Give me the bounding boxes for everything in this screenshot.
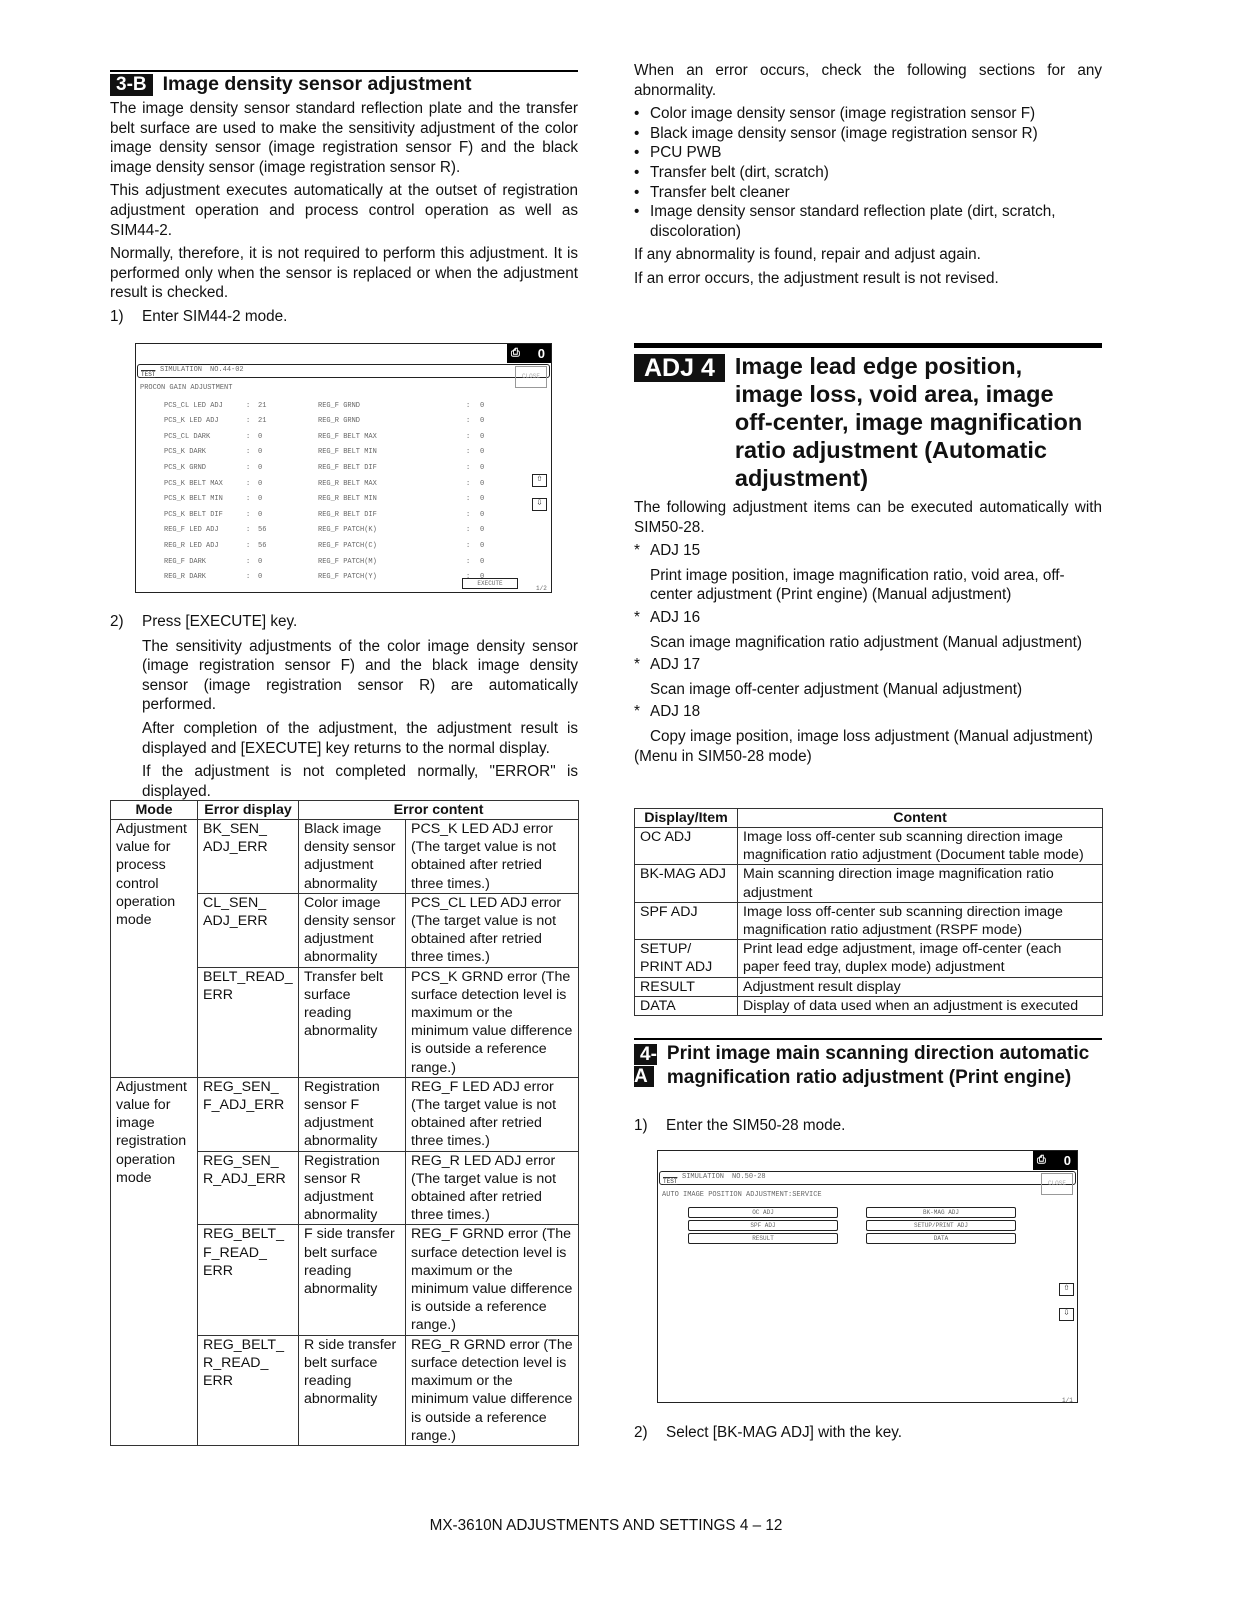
adj-item [634,541,1102,561]
col-header: Display/Item [635,809,738,828]
sim-value: 0 [258,510,263,519]
sim-value: 0 [480,526,485,535]
sim-label: SIMULATION [682,1173,725,1182]
sim-colon: : [246,401,251,410]
sim-subtitle: AUTO IMAGE POSITION ADJUSTMENT:SERVICE [662,1191,822,1199]
paragraph: This adjustment executes automatically at the outset of registration adjustment operation and process control operation as well as SIM44-2. [110,182,578,239]
content-cell: Main scanning direction image magnification ratio adjustment [738,865,1103,902]
counter-value: 0 [1063,1153,1071,1168]
sim-colon: : [466,401,471,410]
error-name-cell: Black image density sensor adjustment abnormality [299,820,406,894]
section-badge: 4-A [634,1044,657,1087]
adj-item-name: ADJ 15 [650,542,701,560]
error-content-cell: REG_F GRND error (The surface detection level is maximum or the minimum value difference is outside a reference range.) [406,1225,579,1335]
adj-item-name: ADJ 17 [650,656,701,674]
error-display-cell: BELT_READ_ ERR [198,967,299,1077]
adj-item-desc: Scan image magnification ratio adjustment (Manual adjustment) [650,633,1082,651]
sim-value: 56 [258,541,267,550]
content-cell: Adjustment result display [738,977,1103,996]
sim-menu-button[interactable]: SPF ADJ [688,1220,838,1231]
sim-label: PCS_K BELT DIF [164,510,223,519]
list-item: • Image density sensor standard reflection plate (dirt, scratch, discoloration) [634,202,1102,241]
sim-title-bar [659,1171,1076,1185]
error-name-cell: R side transfer belt surface reading abnormality [299,1335,406,1445]
printer-icon: ⎙ [1037,1154,1046,1166]
sim-colon: : [246,432,251,441]
sim-colon: : [246,573,251,582]
step-number: 1) [634,1117,648,1134]
sim-colon: : [246,448,251,457]
table-row [635,940,1103,977]
sim-value: 0 [480,432,485,441]
section-title: Print image main scanning direction automatic magnification ratio adjustment (Print engine) [666,1043,1090,1088]
item-cell: SETUP/ PRINT ADJ [635,940,738,977]
sim-label: PCS_K LED ADJ [164,417,219,426]
check-list [634,104,1102,241]
sim-colon: : [466,417,471,426]
sim-value: 0 [258,557,263,566]
sim-value: 21 [258,401,267,410]
job-counter [1033,1151,1077,1170]
sim-number: NO.44-02 [210,366,244,375]
sim-colon: : [466,510,471,519]
sim-colon: : [466,463,471,472]
error-display-cell: REG_SEN_ F_ADJ_ERR [198,1077,299,1151]
sim-value: 0 [480,463,485,472]
table-row [111,1077,579,1151]
adj-item-name: ADJ 16 [650,608,701,626]
adj-title: Image lead edge position, image loss, void area, image off-center, image magnification ratio adjustment (Automatic adjustment) [734,353,1083,491]
error-content-cell: REG_R GRND error (The surface detection level is maximum or the minimum value difference is outside a reference range.) [406,1335,579,1445]
simulation-screen-50-28 [657,1150,1078,1403]
adj-item [634,655,1102,675]
error-check-section [634,61,1102,293]
sim-label: REG_F GRND [318,401,361,410]
paragraph: If the adjustment is not completed normally, "ERROR" is displayed. [142,763,578,800]
sim-colon: : [246,479,251,488]
step-text: Press [EXECUTE] key. [142,613,298,630]
table-row [111,820,579,894]
table-row [635,996,1103,1015]
test-icon: TEST [141,371,156,378]
table-row [635,828,1103,865]
paragraph: After completion of the adjustment, the adjustment result is displayed and [EXECUTE] key returns to the normal display. [142,719,578,757]
error-table [110,800,579,1446]
item-cell: RESULT [635,977,738,996]
sim-menu-button[interactable]: DATA [866,1233,1016,1244]
content-cell: Display of data used when an adjustment is executed [738,996,1103,1015]
item-cell: OC ADJ [635,828,738,865]
mode-cell: Adjustment value for process control operation mode [111,820,198,1078]
step-text: Enter SIM44-2 mode. [142,307,288,325]
sim-value: 0 [258,573,263,582]
sim-colon: : [246,510,251,519]
col-header: Error display [198,801,299,820]
sim-label: REG_R LED ADJ [164,541,219,550]
sec3b-body [110,99,578,327]
sim-value: 0 [480,401,485,410]
page-footer: MX-3610N ADJUSTMENTS AND SETTINGS 4 – 12 [429,1517,783,1534]
sim-label: REG_F LED ADJ [164,526,219,535]
sim-label: SIMULATION [160,366,203,375]
list-item: • Transfer belt cleaner [634,183,1102,203]
sim-number: NO.50-28 [732,1173,766,1182]
table-row [635,977,1103,996]
sim-label: REG_F DARK [164,557,207,566]
sim-colon: : [246,526,251,535]
adj-item-desc: Scan image off-center adjustment (Manual adjustment) [650,680,1023,698]
sim-value: 0 [480,510,485,519]
sim-value: 0 [258,479,263,488]
sim-label: REG_F PATCH(M) [318,557,377,566]
section-heading-4a [634,1038,1102,1090]
error-display-cell: BK_SEN_ ADJ_ERR [198,820,299,894]
test-icon: TEST [663,1178,678,1185]
paragraph: The following adjustment items can be executed automatically with SIM50-28. [634,499,1102,536]
section-heading-3b [110,70,578,96]
step-number: 1) [110,307,124,325]
list-item: • PCU PWB [634,143,1102,163]
adj-item-name: ADJ 18 [650,703,701,721]
content-cell: Image loss off-center sub scanning direction image magnification ratio adjustment (RSPF mode) [738,902,1103,939]
error-display-cell: REG_BELT_ F_READ_ ERR [198,1225,299,1335]
sim-value: 0 [480,557,485,566]
mode-cell: Adjustment value for image registration operation mode [111,1077,198,1445]
menu-table [634,808,1103,1016]
sim-label: REG_R BELT MIN [318,495,377,504]
step-1 [110,307,578,327]
sim-menu-button[interactable]: RESULT [688,1233,838,1244]
asterisk: * [634,542,640,560]
adj-item [634,608,1102,628]
sim-label: REG_R DARK [164,573,207,582]
page-indicator: 1/2 [536,585,547,592]
asterisk: * [634,703,640,721]
asterisk: * [634,608,640,626]
paragraph: If any abnormality is found, repair and adjust again. [634,246,981,264]
sim-colon: : [246,557,251,566]
adj-item-desc: Print image position, image magnification ratio, void area, off-center adjustment (Print engine) (Manual adjustment) [650,566,1065,604]
step-2 [634,1423,902,1443]
error-content-cell: PCS_CL LED ADJ error (The target value is not obtained after retried three times.) [406,893,579,967]
simulation-screen-44-02 [135,343,552,593]
step-number: 2) [110,613,124,630]
sim-colon: : [466,541,471,550]
sim-title-bar [137,364,550,378]
sim-label: REG_F BELT MAX [318,432,377,441]
list-item: • Black image density sensor (image registration sensor R) [634,124,1102,144]
step-number: 2) [634,1424,648,1441]
sim-label: PCS_K GRND [164,463,207,472]
sim-value: 21 [258,417,267,426]
step-1 [634,1116,845,1136]
sim-value: 0 [258,495,263,504]
sim-value: 0 [480,448,485,457]
sim-label: REG_F PATCH(Y) [318,573,377,582]
error-content-cell: PCS_K GRND error (The surface detection level is maximum or the minimum value difference is outside a reference range.) [406,967,579,1077]
sim-label: REG_R BELT MAX [318,479,377,488]
list-item: • Transfer belt (dirt, scratch) [634,163,1102,183]
sim-menu-button[interactable]: OC ADJ [688,1207,838,1218]
sim-colon: : [466,495,471,504]
close-button[interactable]: CLOSE [1041,1173,1073,1195]
sim-label: PCS_CL DARK [164,432,211,441]
sim-label: PCS_K DARK [164,448,207,457]
adj-item-desc: Copy image position, image loss adjustment (Manual adjustment) [650,727,1093,745]
sim-colon: : [466,448,471,457]
error-name-cell: F side transfer belt surface reading abnormality [299,1225,406,1335]
error-name-cell: Color image density sensor adjustment abnormality [299,893,406,967]
sim-colon: : [246,495,251,504]
col-header: Mode [111,801,198,820]
sim-colon: : [246,417,251,426]
table-row [635,902,1103,939]
sim-value: 0 [480,417,485,426]
scroll-up-button[interactable]: ⇧ [1059,1283,1074,1296]
error-name-cell: Registration sensor R adjustment abnormality [299,1151,406,1225]
paragraph: The image density sensor standard reflection plate and the transfer belt surface are used to make the sensitivity adjustment of the color image density sensor (image registration sensor F) and the black image density sensor (image registration sensor R). [110,100,578,176]
sim-colon: : [466,557,471,566]
sim-label: PCS_CL LED ADJ [164,401,223,410]
sim-label: REG_F PATCH(C) [318,541,377,550]
error-name-cell: Registration sensor F adjustment abnormality [299,1077,406,1151]
sim-label: REG_R BELT DIF [318,510,377,519]
sim-subtitle: PROCON GAIN ADJUSTMENT [140,384,233,392]
sim-colon: : [246,463,251,472]
step-text: Enter the SIM50-28 mode. [666,1117,846,1134]
scroll-down-button[interactable]: ⇩ [1059,1308,1074,1321]
error-name-cell: Transfer belt surface reading abnormality [299,967,406,1077]
col-header: Content [738,809,1103,828]
col-header: Error content [299,801,579,820]
error-content-cell: REG_F LED ADJ error (The target value is not obtained after retried three times.) [406,1077,579,1151]
error-display-cell: REG_SEN_ R_ADJ_ERR [198,1151,299,1225]
content-cell: Print lead edge adjustment, image off-center (each paper feed tray, duplex mode) adjustment [738,940,1103,977]
paragraph: When an error occurs, check the following sections for any abnormality. [634,62,1102,99]
error-content-cell: PCS_K LED ADJ error (The target value is not obtained after retried three times.) [406,820,579,894]
job-counter [507,344,551,363]
counter-value: 0 [537,346,545,361]
execute-button[interactable]: EXECUTE [462,578,518,589]
sim-value: 0 [258,463,263,472]
error-content-cell: REG_R LED ADJ error (The target value is not obtained after retried three times.) [406,1151,579,1225]
item-cell: SPF ADJ [635,902,738,939]
sim-label: REG_F BELT DIF [318,463,377,472]
asterisk: * [634,656,640,674]
menu-note: (Menu in SIM50-28 mode) [634,747,812,765]
sim-value: 0 [480,573,485,582]
paragraph: If an error occurs, the adjustment result is not revised. [634,269,999,287]
list-item: • Color image density sensor (image registration sensor F) [634,104,1102,124]
sim-label: REG_F PATCH(K) [318,526,377,535]
sim-menu-button[interactable]: BK-MAG ADJ [866,1207,1016,1218]
close-button[interactable]: CLOSE [515,366,547,388]
table-row [635,865,1103,902]
sim-colon: : [466,479,471,488]
sim-colon: : [466,432,471,441]
printer-icon: ⎙ [511,347,520,359]
sim-label: PCS_K BELT MAX [164,479,223,488]
item-cell: BK-MAG ADJ [635,865,738,902]
adj4-body [634,498,1102,770]
adj-badge: ADJ 4 [634,354,725,382]
sim-value: 0 [258,448,263,457]
section-title: Image density sensor adjustment [162,73,472,96]
section-badge: 3-B [110,74,153,96]
paragraph: The sensitivity adjustments of the color image density sensor (image registration sensor F) and the black image density sensor (image registration sensor R) are automatically performed. [142,637,578,714]
sim-colon: : [246,541,251,550]
content-cell: Image loss off-center sub scanning direction image magnification ratio adjustment (Document table mode) [738,828,1103,865]
sim-colon: : [466,573,471,582]
sim-label: REG_F BELT MIN [318,448,377,457]
step-2 [110,612,578,805]
adj4-heading [634,343,1102,492]
sim-value: 0 [480,495,485,504]
page-indicator: 1/1 [1062,1397,1073,1404]
sim-value: 0 [480,479,485,488]
adj-item [634,702,1102,722]
paragraph: Normally, therefore, it is not required to perform this adjustment. It is performed only when the sensor is replaced or when the adjustment result is checked. [110,245,578,302]
sim-value: 0 [480,541,485,550]
step-text: Select [BK-MAG ADJ] with the key. [666,1424,903,1441]
sim-label: PCS_K BELT MIN [164,495,223,504]
scroll-up-button[interactable]: ⇧ [532,474,547,487]
error-display-cell: REG_BELT_ R_READ_ ERR [198,1335,299,1445]
sim-label: REG_R GRND [318,417,361,426]
sim-value: 56 [258,526,267,535]
sim-value: 0 [258,432,263,441]
sim-colon: : [466,526,471,535]
scroll-down-button[interactable]: ⇩ [532,498,547,511]
item-cell: DATA [635,996,738,1015]
sim-menu-button[interactable]: SETUP/PRINT ADJ [866,1220,1016,1231]
error-display-cell: CL_SEN_ ADJ_ERR [198,893,299,967]
